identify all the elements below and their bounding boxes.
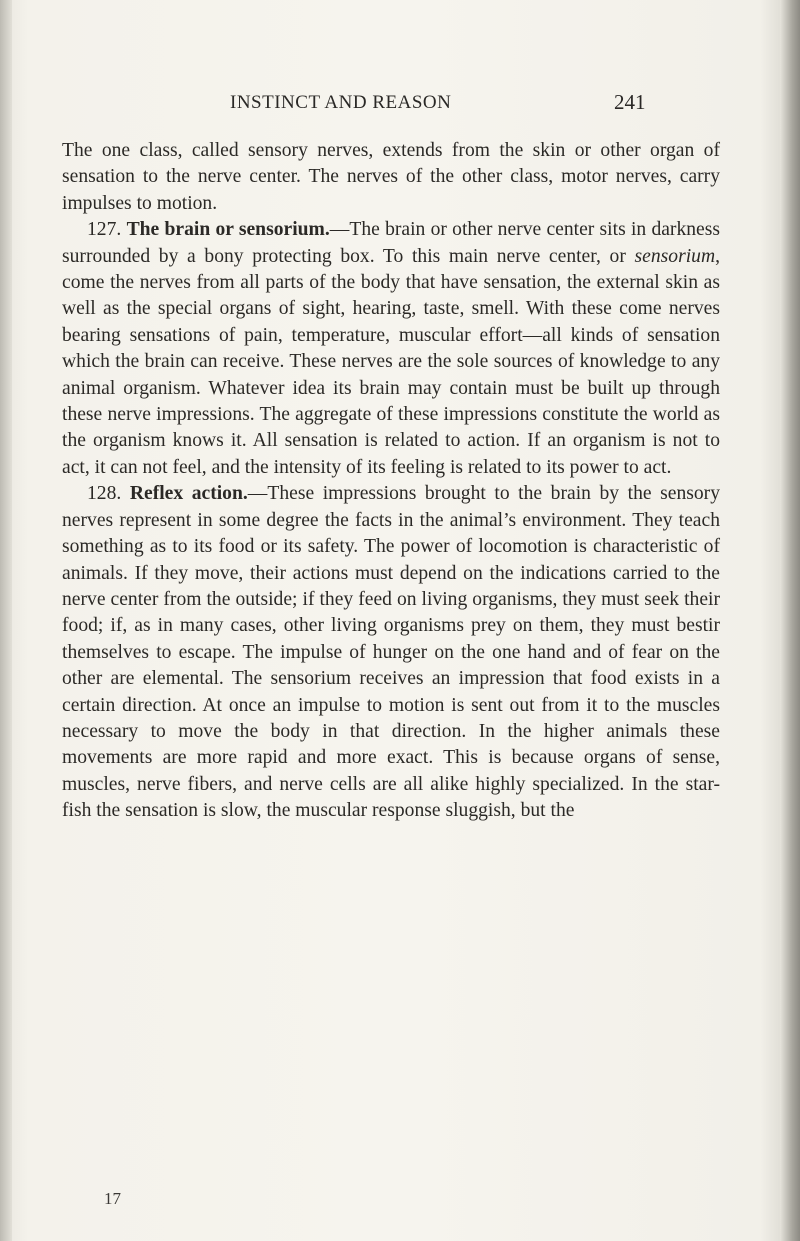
paragraph-128: [62, 481, 720, 824]
section-number: 128.: [87, 483, 122, 505]
paragraph-text: —These impressions brought to the brain by the sensory nerves represent in some degree the facts in the animal’s environment. They teach something as to its food or its safety. The power of locomotion is characteristic of animals. If they move, their actions must depend on the indications carried to the nerve center from the outside; if they feed on living organisms, they must seek their food; if, as in many cases, other living organisms prey on them, they must bestir themselves to escape. The impulse of hunger on the one hand and of fear on the other are elemental. The sensorium receives an impression that food exists in a certain direction. At once an impulse to motion is sent out from it to the muscles necessary to move the body in that direction. In the higher animals these movements are more rapid and more exact. This is because organs of sense, muscles, nerve fibers, and nerve cells are all alike highly specialized. In the star-fish the sensation is slow, the muscular response sluggish, but the: [62, 483, 720, 822]
page-right-edge: [780, 0, 800, 1241]
page-left-edge: [0, 0, 12, 1241]
italic-term: sensorium: [634, 245, 716, 267]
page-number: 241: [614, 90, 646, 114]
section-number: 127.: [87, 219, 122, 241]
section-heading: The brain or sensorium.: [126, 219, 330, 241]
body-text: [62, 138, 720, 825]
paragraph-1: The one class, called sensory nerves, extends from the skin or other organ of sensation to the nerve center. The nerves of the other class, motor nerves, carry impulses to motion.: [62, 140, 720, 214]
section-heading: Reflex action.: [129, 483, 248, 505]
signature-mark: 17: [104, 1189, 121, 1208]
paragraph-text: , come the nerves from all parts of the body that have sensation, the external skin as well as the special organs of sight, hearing, taste, smell. With these come nerves bearing sensations of pain, temperature, muscular effort—all kinds of sensation which the brain can receive. These nerves are the sole sources of knowledge to any animal organism. Whatever idea its brain may contain must be built up through these nerve impressions. The aggregate of these impressions constitute the world as the organism knows it. All sensation is related to action. If an organism is not to act, it can not feel, and the intensity of its feeling is related to its power to act.: [62, 245, 720, 478]
paragraph-127: [62, 217, 720, 481]
paragraph-text: —The brain or other nerve center sits in darkness surrounded by a bony protecting box. To this main nerve center, or: [62, 219, 720, 267]
running-head: INSTINCT AND REASON: [230, 92, 452, 113]
